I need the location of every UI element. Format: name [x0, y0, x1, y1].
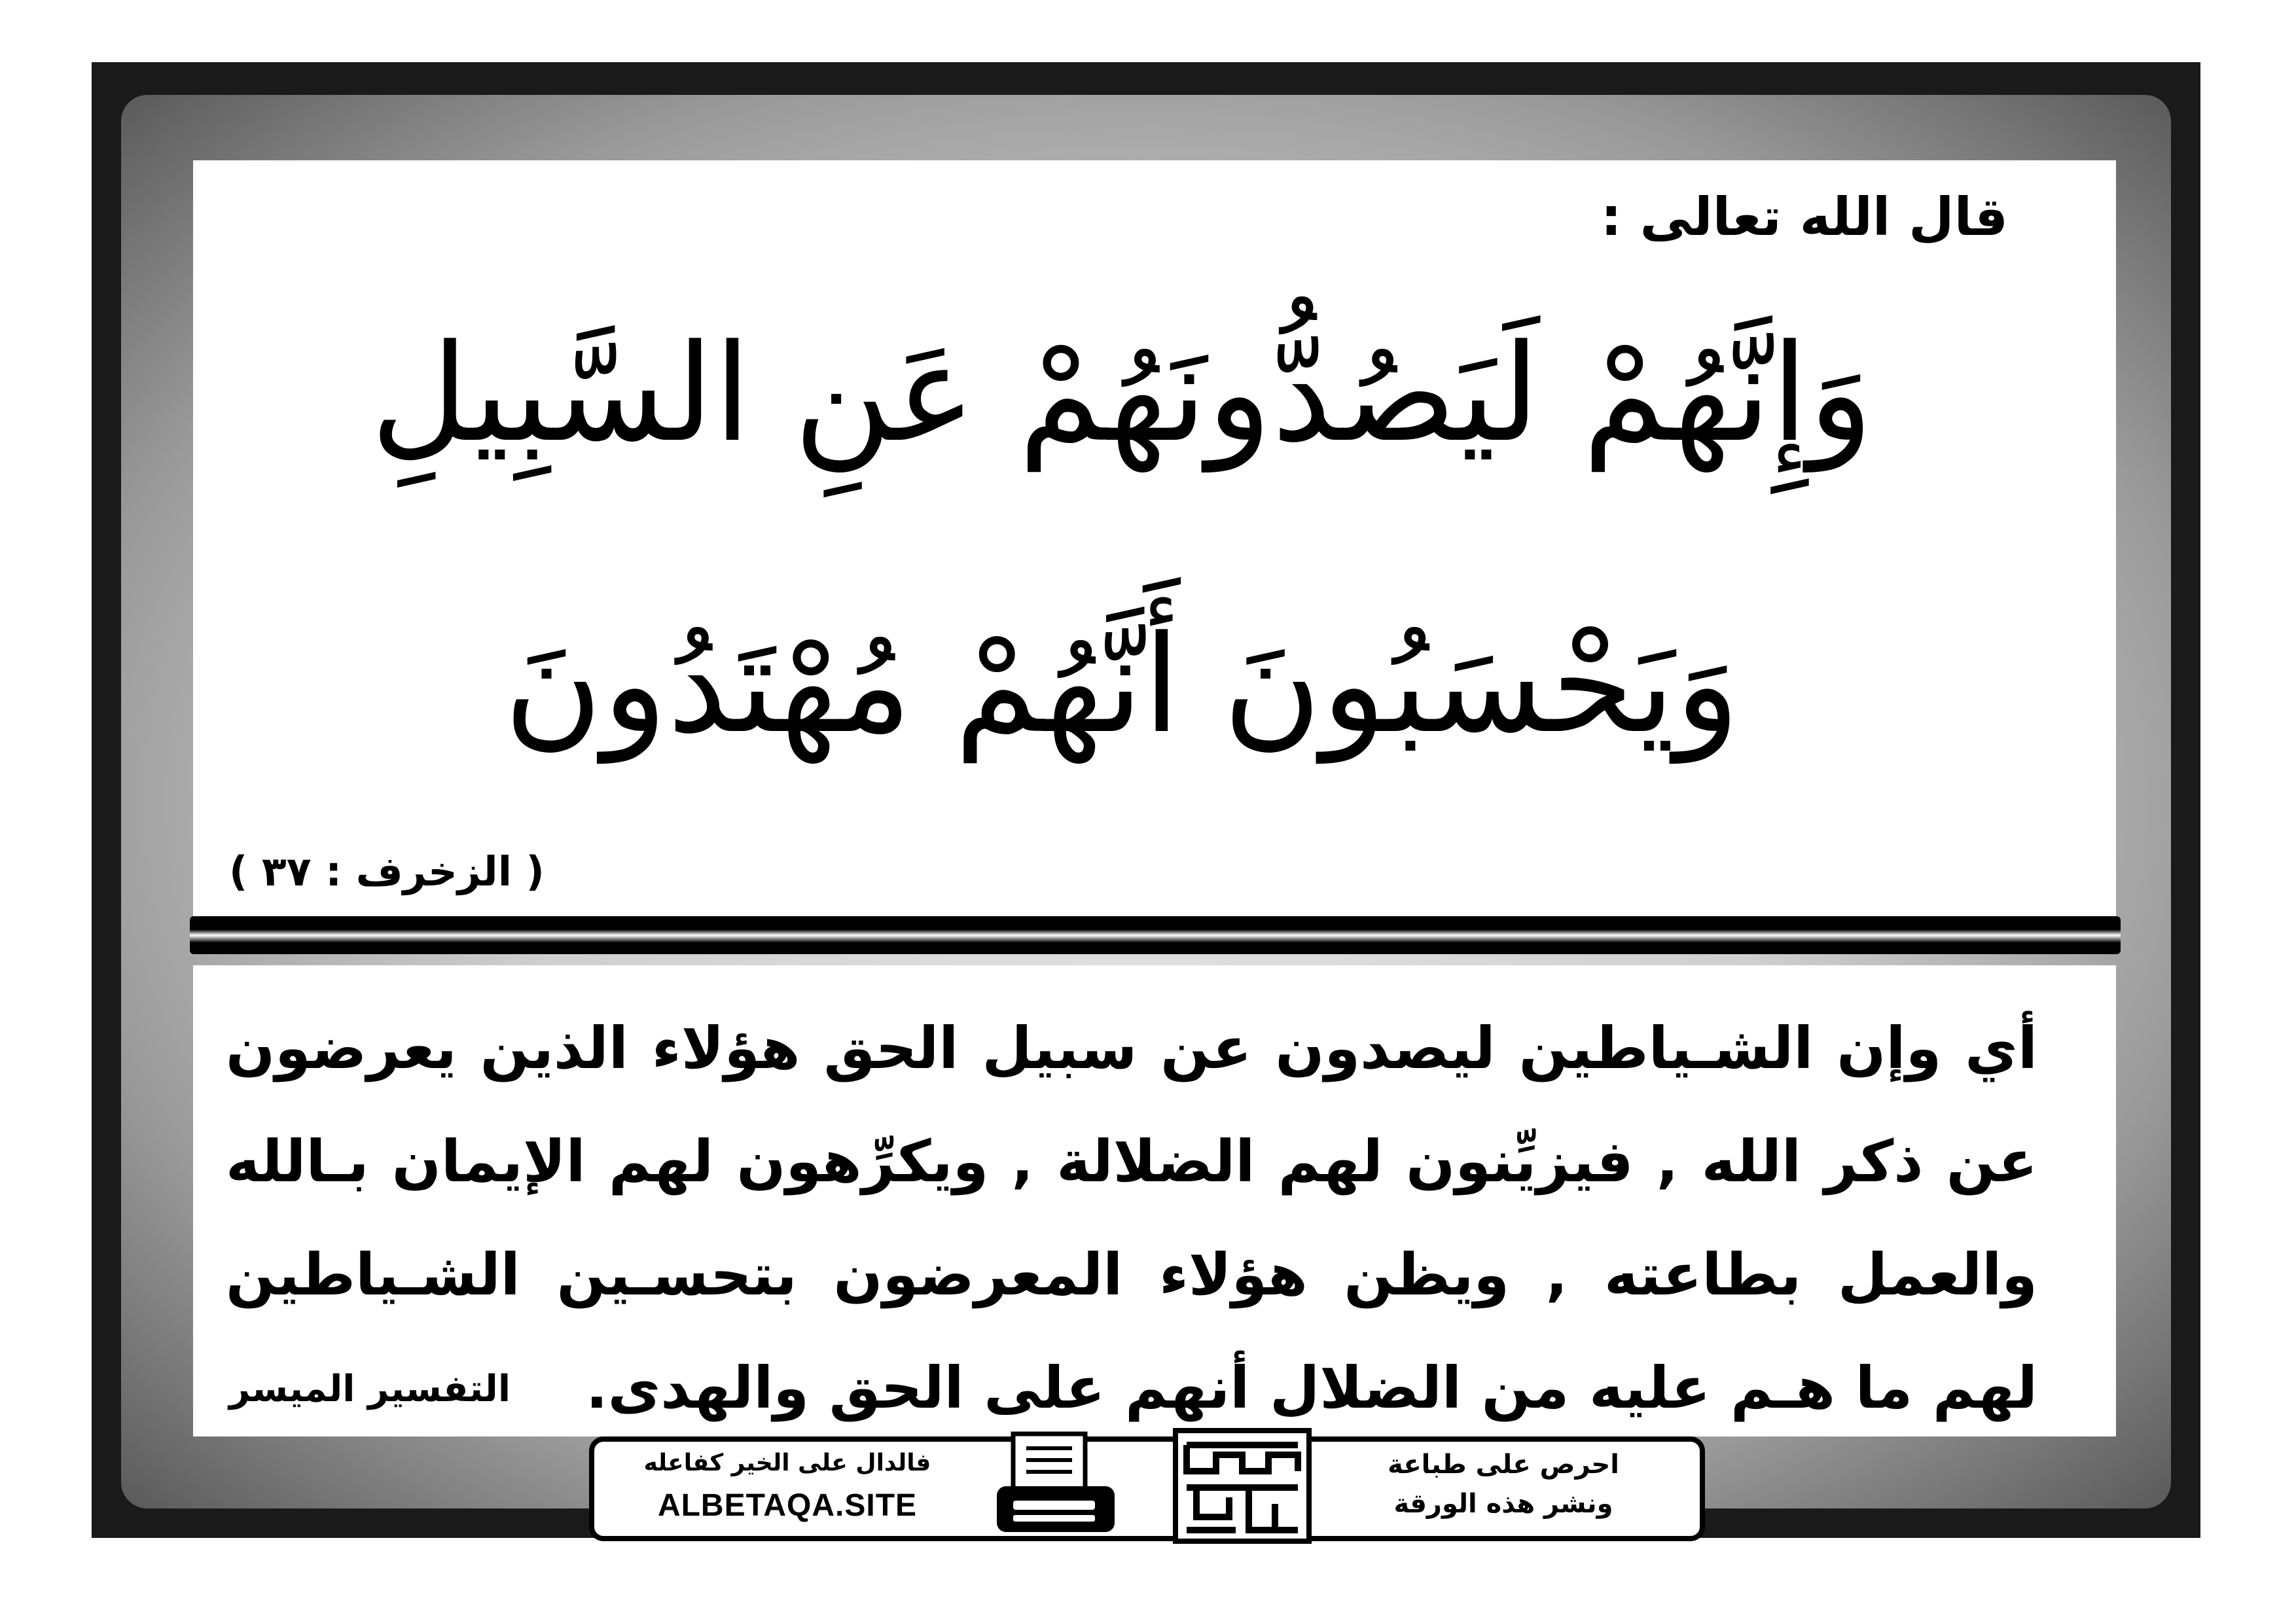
footer-right-block — [1307, 1442, 1700, 1536]
verse-line-2: وَيَحْسَبُونَ أَنَّهُمْ مُهْتَدُونَ — [503, 607, 1740, 763]
verse-panel — [193, 160, 2116, 926]
tafsir-source: التفسير الميسر — [229, 1368, 511, 1410]
dawah-logo — [1170, 1425, 1314, 1546]
verse-line-1: وَإِنَّهُمْ لَيَصُدُّونَهُمْ عَنِ السَّبِيلِ — [370, 316, 1873, 472]
tafsir-text: أي وإن الشـياطين ليصدون عن سبيل الحق هؤلاء الذين يعرضون عن ذكر الله , فيزيِّنون لهم الضلالة , ويكرِّهون لهم الإيمان بـالله والعمل بطاعته , ويظن هؤلاء المعرضون بتحسـين الشـياطين لهم ما هـم عليه من الضلال أنهم على الحق والهدى. — [226, 1014, 2037, 1421]
footer-left-block — [594, 1442, 980, 1536]
divider-bar — [190, 916, 2121, 954]
footer-slogan: فالدال على الخير كفاعله — [643, 1450, 931, 1476]
surah-reference: ( الزخرف : ٣٧ ) — [229, 847, 545, 895]
footer-print-line-1: احرص على طباعة — [1388, 1450, 1619, 1480]
printer-icon — [994, 1429, 1118, 1546]
footer-print-line-2: ونشر هذه الورقة — [1393, 1489, 1613, 1519]
footer-website: ALBETAQA.SITE — [657, 1488, 918, 1523]
intro-label: قال الله تعالى : — [1600, 187, 2008, 247]
footer-banner — [589, 1436, 1705, 1541]
